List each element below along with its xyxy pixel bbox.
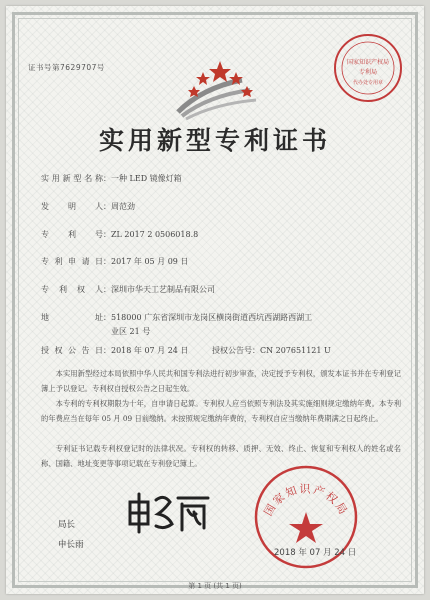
top-right-seal-stamp (332, 32, 404, 104)
field-label: 专 利 权 人 (41, 285, 103, 294)
field-value: 2017 年 05 月 09 日 (111, 257, 189, 266)
field-inventor: 发 明 人：周范劲 (41, 202, 135, 211)
field-value: 518000 广东省深圳市龙岗区横岗街道西坑西湖路西湖工 (111, 313, 313, 322)
paragraph-grant-statement: 本实用新型经过本局依照中华人民共和国专利法进行初步审查，决定授予专利权，颁发本证书并在专利登记簿上予以登记。专利权自授权公告之日起生效。 (41, 369, 401, 393)
field-patent-number: 专 利 号：ZL 2017 2 0506018.8 (41, 230, 199, 239)
field-value: 2018 年 07 月 24 日 (111, 346, 189, 355)
field-value: ZL 2017 2 0506018.8 (111, 230, 199, 239)
field-utility-model-name: 实用新型名称：一种 LED 镜像灯箱 (41, 174, 182, 183)
director-signature (124, 488, 214, 536)
field-label: 发 明 人 (41, 202, 103, 211)
field-grant-publication-number: 授权公告号：CN 207651121 U (212, 346, 331, 355)
field-value: 一种 LED 镜像灯箱 (111, 174, 182, 183)
address-line-2: 业区 21 号 (111, 327, 151, 336)
paragraph-legal-status: 专利证书记载专利权登记时的法律状况。专利权的转移、质押、无效、终止、恢复和专利权人的姓名或名称、国籍、地址变更等事项记载在专利登记簿上。 (41, 444, 401, 468)
field-label: 实用新型名称 (41, 174, 103, 183)
field-label: 授权公告号 (212, 346, 252, 355)
field-address: 地 址：518000 广东省深圳市龙岗区横岗街道西坑西湖路西湖工 (41, 313, 313, 322)
svg-text:国家知识产权局: 国家知识产权局 (261, 482, 351, 519)
svg-text:专利局: 专利局 (358, 69, 378, 76)
certificate-title: 实用新型专利证书 (98, 126, 331, 155)
paragraph-term-and-fees: 本专利的专利权期限为十年，自申请日起算。专利权人应当依照专利法及其实施细则规定缴纳年费。本专利的年费应当在每年 05 月 09 日前缴纳。未按照规定缴纳年费的，专利权自应当缴纳年费期满之日起终止。 (41, 399, 401, 423)
director-title: 局长 (58, 520, 76, 530)
field-patentee: 专 利 权 人：深圳市华天工艺制品有限公司 (41, 285, 215, 294)
certificate-number: 证书号第7629707号 (28, 63, 105, 72)
field-label: 地 址 (41, 313, 103, 322)
field-label: 专 利 号 (41, 230, 103, 239)
field-application-date: 专利申请日：2017 年 05 月 09 日 (41, 257, 189, 266)
page-footer: 第 1 页 (共 1 页) (188, 582, 242, 590)
seal-date: 2018 年 07 月 24 日 (274, 548, 357, 558)
field-label: 专利申请日 (41, 257, 103, 266)
director-name: 申长雨 (58, 540, 84, 550)
patent-office-emblem-icon (172, 58, 260, 120)
certificate-paper (6, 6, 424, 594)
svg-text:国家知识产权局: 国家知识产权局 (346, 59, 390, 66)
field-value: 深圳市华天工艺制品有限公司 (111, 285, 215, 294)
field-grant-date: 授权公告日：2018 年 07 月 24 日 (41, 346, 189, 355)
field-value: CN 207651121 U (260, 346, 331, 355)
svg-text:代办处专用章: 代办处专用章 (352, 80, 384, 86)
field-label: 授权公告日 (41, 346, 103, 355)
field-value: 周范劲 (111, 202, 135, 211)
